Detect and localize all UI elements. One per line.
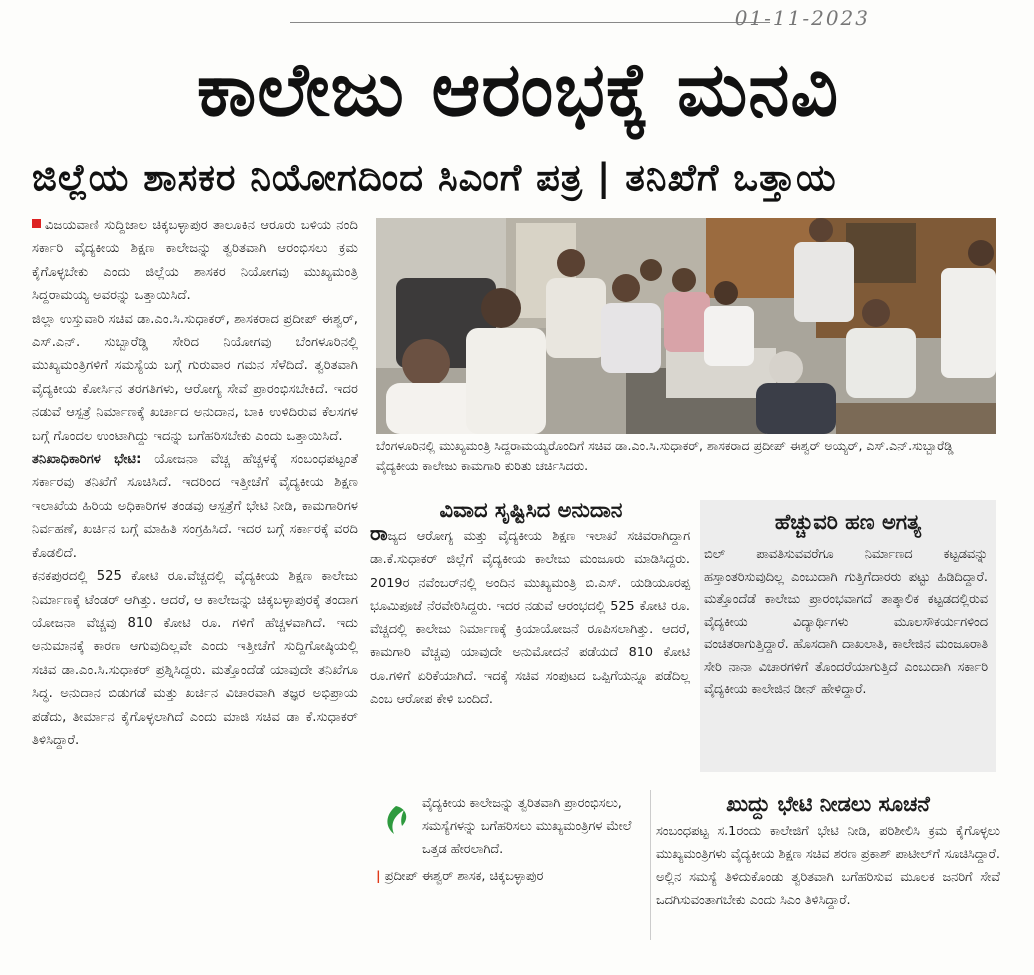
headline: ಕಾಲೇಜು ಆರಂಭಕ್ಕೆ ಮನವಿ (196, 47, 840, 133)
quote-text: ವೈದ್ಯಕೀಯ ಕಾಲೇಜನ್ನು ತ್ವರಿತವಾಗಿ ಪ್ರಾರಂಭಿಸಲು, ಸಮಸ್ಯೆಗಳನ್ನು ಬಗೆಹರಿಸಲು ಮುಖ್ಯಮಂತ್ರಿಗಳ ಮೇಲೆ ಒತ್ತಡ ಹೇರಲಾಗಿದೆ. (422, 796, 632, 857)
article-paragraph: ಜಿಲ್ಲಾ ಉಸ್ತುವಾರಿ ಸಚಿವ ಡಾ.ಎಂ.ಸಿ.ಸುಧಾಕರ್, ಶಾಸಕರಾದ ಪ್ರದೀಪ್ ಈಶ್ವರ್, ಎಸ್.ಎನ್. ಸುಬ್ಬಾರೆಡ್ಡಿ ಸೇರಿದ ನಿಯೋಗವು ಬೆಂಗಳೂರಿನಲ್ಲಿ ಮುಖ್ಯಮಂತ್ರಿಗಳಿಗೆ ಸಮಸ್ಯೆಯ ಬಗ್ಗೆ ಗುರುವಾರ ಗಮನ ಸೆಳೆದಿದೆ. ತ್ವರಿತವಾಗಿ ವೈದ್ಯಕೀಯ ಕೋರ್ಸಿನ ತರಗತಿಗಳು, ಆರೋಗ್ಯ ಸೇವೆ ಪ್ರಾರಂಭಿಸಬೇಕಿದೆ. ಇದರ ನಡುವೆ ಆಸ್ಪತ್ರೆ ನಿರ್ಮಾಣಕ್ಕೆ ಖರ್ಚಾದ ಅನುದಾನ, ಬಾಕಿ ಉಳಿದಿರುವ ಕೆಲಸಗಳ ಬಗ್ಗೆ ಗೊಂದಲ ಉಂಟಾಗಿದ್ದು ಇದನ್ನು ಬಗೆಹರಿಸಬೇಕು ಎಂದು ಒತ್ತಾಯಿಸಿದೆ. (32, 311, 358, 444)
subsection-label: ತನಿಖಾಧಿಕಾರಿಗಳ ಭೇಟಿ: (32, 452, 142, 468)
meeting-photo (376, 218, 996, 434)
sidebar-heading: ಹೆಚ್ಚುವರಿ ಹಣ ಅಗತ್ಯ (774, 510, 922, 534)
photo-credit-mark (360, 224, 372, 304)
drop-cap: ರಾ (370, 521, 388, 545)
date-stamp: 01-11-2023 (734, 6, 870, 30)
main-article-column (32, 214, 358, 752)
photo-caption: ಬೆಂಗಳೂರಿನಲ್ಲಿ ಮುಖ್ಯಮಂತ್ರಿ ಸಿದ್ದರಾಮಯ್ಯರೊಂದಿಗೆ ಸಚಿವ ಡಾ.ಎಂ.ಸಿ.ಸುಧಾಕರ್, ಶಾಸಕರಾದ ಪ್ರದೀಪ್ ಈಶ್ವರ್ ಅಯ್ಯರ್, ಎಸ್.ಎನ್.ಸುಬ್ಬಾರೆಡ್ಡಿ ವೈದ್ಯಕೀಯ ಕಾಲೇಜು ಕಾಮಗಾರಿ ಕುರಿತು ಚರ್ಚಿಸಿದರು. (376, 438, 954, 473)
visit-instruction-article: ಸಂಬಂಧಪಟ್ಟ ಸ.1ರಂದು ಕಾಲೇಜಿಗೆ ಭೇಟಿ ನೀಡಿ, ಪರಿಶೀಲಿಸಿ ಕ್ರಮ ಕೈಗೊಳ್ಳಲು ಮುಖ್ಯಮಂತ್ರಿಗಳು ವೈದ್ಯಕೀಯ ಶಿಕ್ಷಣ ಸಚಿವ ಶರಣ ಪ್ರಕಾಶ್ ಪಾಟೀಲ್‌ಗೆ ಸೂಚಿಸಿದ್ದಾರೆ. ಅಲ್ಲಿನ ಸಮಸ್ಯೆ ತಿಳಿದುಕೊಂಡು ತ್ವರಿತವಾಗಿ ಬಗೆಹರಿಸುವ ಮೂಲಕ ಜನರಿಗೆ ಸೇವೆ ಒದಗಿಸುವಂತಾಗಬೇಕು ಎಂದು ಸಿಎಂ ತಿಳಿಸಿದ್ದಾರೆ. (656, 824, 1000, 908)
grant-controversy-article (370, 522, 690, 711)
date-rule (290, 22, 770, 23)
pull-quote (376, 792, 634, 888)
column-divider (650, 790, 651, 940)
subheadline: ಜಿಲ್ಲೆಯ ಶಾಸಕರ ನಿಯೋಗದಿಂದ ಸಿಎಂಗೆ ಪತ್ರ | ತನಿಖೆಗೆ ಒತ್ತಾಯ (32, 156, 837, 199)
attribution-bar-icon: | (376, 869, 381, 884)
article-paragraph: ಕನಕಪುರದಲ್ಲಿ 525 ಕೋಟಿ ರೂ.ವೆಚ್ಚದಲ್ಲಿ ವೈದ್ಯಕೀಯ ಶಿಕ್ಷಣ ಕಾಲೇಜು ನಿರ್ಮಾಣಕ್ಕೆ ಟೆಂಡರ್ ಆಗಿತ್ತು. ಆದರೆ, ಆ ಕಾಲೇಜನ್ನು ಚಿಕ್ಕಬಳ್ಳಾಪುರಕ್ಕೆ ತಂದಾಗ ಯೋಜನಾ ವೆಚ್ಚವು 810 ಕೋಟಿ ರೂ. ಗಳಿಗೆ ಹೆಚ್ಚಳವಾಗಿದೆ. ಇದು ಅನುಮಾನಕ್ಕೆ ಕಾರಣ ಆಗುವುದಿಲ್ಲವೇ ಎಂದು ಇತ್ತೀಚೆಗೆ ಸುದ್ದಿಗೋಷ್ಠಿಯಲ್ಲಿ ಸಚಿವ ಡಾ.ಎಂ.ಸಿ.ಸುಧಾಕರ್ ಪ್ರಶ್ನಿಸಿದ್ದರು. ಮತ್ತೊಂದೆಡೆ ಯಾವುದೇ ತನಿಖೆಗೂ ಸಿದ್ಧ. ಅನುದಾನ ಬಿಡುಗಡೆ ಮತ್ತು ಖರ್ಚಿನ ವಿಚಾರವಾಗಿ ತಜ್ಞರ ಅಭಿಪ್ರಾಯ ಪಡೆದು, ತೀರ್ಮಾನ ಕೈಗೊಳ್ಳಲಾಗಿದೆ ಎಂದು ಮಾಜಿ ಸಚಿವ ಡಾ ಕೆ.ಸುಧಾಕರ್ ತಿಳಿಸಿದ್ದಾರೆ. (32, 569, 358, 748)
article-paragraph: ತನಿಖಾಧಿಕಾರಿಗಳ ಭೇಟಿ: ಯೋಜನಾ ವೆಚ್ಚ ಹೆಚ್ಚಳಕ್ಕೆ ಸಂಬಂಧಪಟ್ಟಂತೆ ಸರ್ಕಾರವು ತನಿಖೆಗೆ ಸೂಚಿಸಿದೆ. ಇದರಿಂದ ಇತ್ತೀಚೆಗೆ ವೈದ್ಯಕೀಯ ಶಿಕ್ಷಣ ಇಲಾಖೆಯ ಹಿರಿಯ ಅಧಿಕಾರಿಗಳ ತಂಡವು ಆಸ್ಪತ್ರೆಗೆ ಭೇಟಿ ನೀಡಿ, ಕಾಮಗಾರಿಗಳ ನಿರ್ವಹಣೆ, ಖರ್ಚಿನ ಬಗ್ಗೆ ಮಾಹಿತಿ ಸಂಗ್ರಹಿಸಿದೆ. ಇದರ ಬಗ್ಗೆ ಸರ್ಕಾರಕ್ಕೆ ವರದಿ ಕೊಡಲಿದೆ. (32, 452, 358, 561)
quote-attribution: | ಪ್ರದೀಪ್ ಈಶ್ವರ್ ಶಾಸಕ, ಚಿಕ್ಕಬಳ್ಳಾಪುರ (376, 869, 544, 884)
date-line (290, 4, 890, 34)
sidebar-box (700, 500, 996, 772)
quote-leaf-icon (380, 804, 412, 836)
bullet-square-icon (32, 219, 41, 228)
section-heading: ವಿವಾದ ಸೃಷ್ಟಿಸಿದ ಅನುದಾನ (439, 498, 623, 522)
article-body: ಜ್ಯದ ಆರೋಗ್ಯ ಮತ್ತು ವೈದ್ಯಕೀಯ ಶಿಕ್ಷಣ ಇಲಾಖೆ ಸಚಿವರಾಗಿದ್ದಾಗ ಡಾ.ಕೆ.ಸುಧಾಕರ್ ಜಿಲ್ಲೆಗೆ ವೈದ್ಯಕೀಯ ಕಾಲೇಜು ಮಂಜೂರು ಮಾಡಿಸಿದ್ದರು. 2019ರ ನವೆಂಬರ್‌ನಲ್ಲಿ ಅಂದಿನ ಮುಖ್ಯಮಂತ್ರಿ ಬಿ.ಎಸ್. ಯಡಿಯೂರಪ್ಪ ಭೂಮಿಪೂಜೆ ನೆರವೇರಿಸಿದ್ದರು. ಇದರ ನಡುವೆ ಆರಂಭದಲ್ಲಿ 525 ಕೋಟಿ ರೂ. ವೆಚ್ಚದಲ್ಲಿ ಕಾಲೇಜು ನಿರ್ಮಾಣಕ್ಕೆ ಕ್ರಿಯಾಯೋಜನೆ ರೂಪಿಸಲಾಗಿತ್ತು. ಆದರೆ, ಕಾಮಗಾರಿ ವೆಚ್ಚವು ಯಾವುದೇ ಅನುಮೋದನೆ ಪಡೆಯದೆ 810 ಕೋಟಿ ರೂ.ಗಳಿಗೆ ಏರಿಕೆಯಾಗಿದೆ. ಇದಕ್ಕೆ ಸಚಿವ ಸಂಪುಟದ ಒಪ್ಪಿಗೆಯನ್ನೂ ಪಡೆದಿಲ್ಲ ಎಂಬ ಆರೋಪ ಕೇಳಿ ಬಂದಿದೆ. (370, 529, 690, 708)
sidebar-body: ಬಿಲ್ ಪಾವತಿಸುವವರೆಗೂ ನಿರ್ಮಾಣದ ಕಟ್ಟಡವನ್ನು ಹಸ್ತಾಂತರಿಸುವುದಿಲ್ಲ ಎಂಬುದಾಗಿ ಗುತ್ತಿಗೆದಾರರು ಪಟ್ಟು ಹಿಡಿದಿದ್ದಾರೆ. ಮತ್ತೊಂದೆಡೆ ಕಾಲೇಜು ಪ್ರಾರಂಭವಾಗದೆ ತಾತ್ಕಾಲಿಕ ಕಟ್ಟಡದಲ್ಲಿರುವ ವೈದ್ಯಕೀಯ ವಿದ್ಯಾರ್ಥಿಗಳು ಮೂಲಸೌಕರ್ಯಗಳಿಂದ ವಂಚಿತರಾಗುತ್ತಿದ್ದಾರೆ. ಹೊಸದಾಗಿ ದಾಖಲಾತಿ, ಕಾಲೇಜಿನ ಮಂಜೂರಾತಿ ಸೇರಿ ನಾನಾ ವಿಚಾರಗಳಿಗೆ ತೊಂದರೆಯಾಗುತ್ತಿದೆ ಎಂಬುದಾಗಿ ಸರ್ಕಾರಿ ವೈದ್ಯಕೀಯ ಕಾಲೇಜಿನ ಡೀನ್ ಹೇಳಿದ್ದಾರೆ. (704, 547, 988, 697)
article-paragraph: ವಿಜಯವಾಣಿ ಸುದ್ದಿಜಾಲ ಚಿಕ್ಕಬಳ್ಳಾಪುರ ತಾಲೂಕಿನ ಆರೂರು ಬಳಿಯ ನಂದಿ ಸರ್ಕಾರಿ ವೈದ್ಯಕೀಯ ಶಿಕ್ಷಣ ಕಾಲೇಜನ್ನು ತ್ವರಿತವಾಗಿ ಆರಂಭಿಸಲು ಕ್ರಮ ಕೈಗೊಳ್ಳಬೇಕು ಎಂದು ಜಿಲ್ಲೆಯ ಶಾಸಕರ ನಿಯೋಗವು ಮುಖ್ಯಮಂತ್ರಿ ಸಿದ್ದರಾಮಯ್ಯ ಅವರನ್ನು ಒತ್ತಾಯಿಸಿದೆ. (32, 218, 358, 304)
meeting-photo-illustration (376, 218, 996, 434)
section-heading: ಖುದ್ದು ಭೇಟಿ ನೀಡಲು ಸೂಚನೆ (726, 792, 930, 816)
